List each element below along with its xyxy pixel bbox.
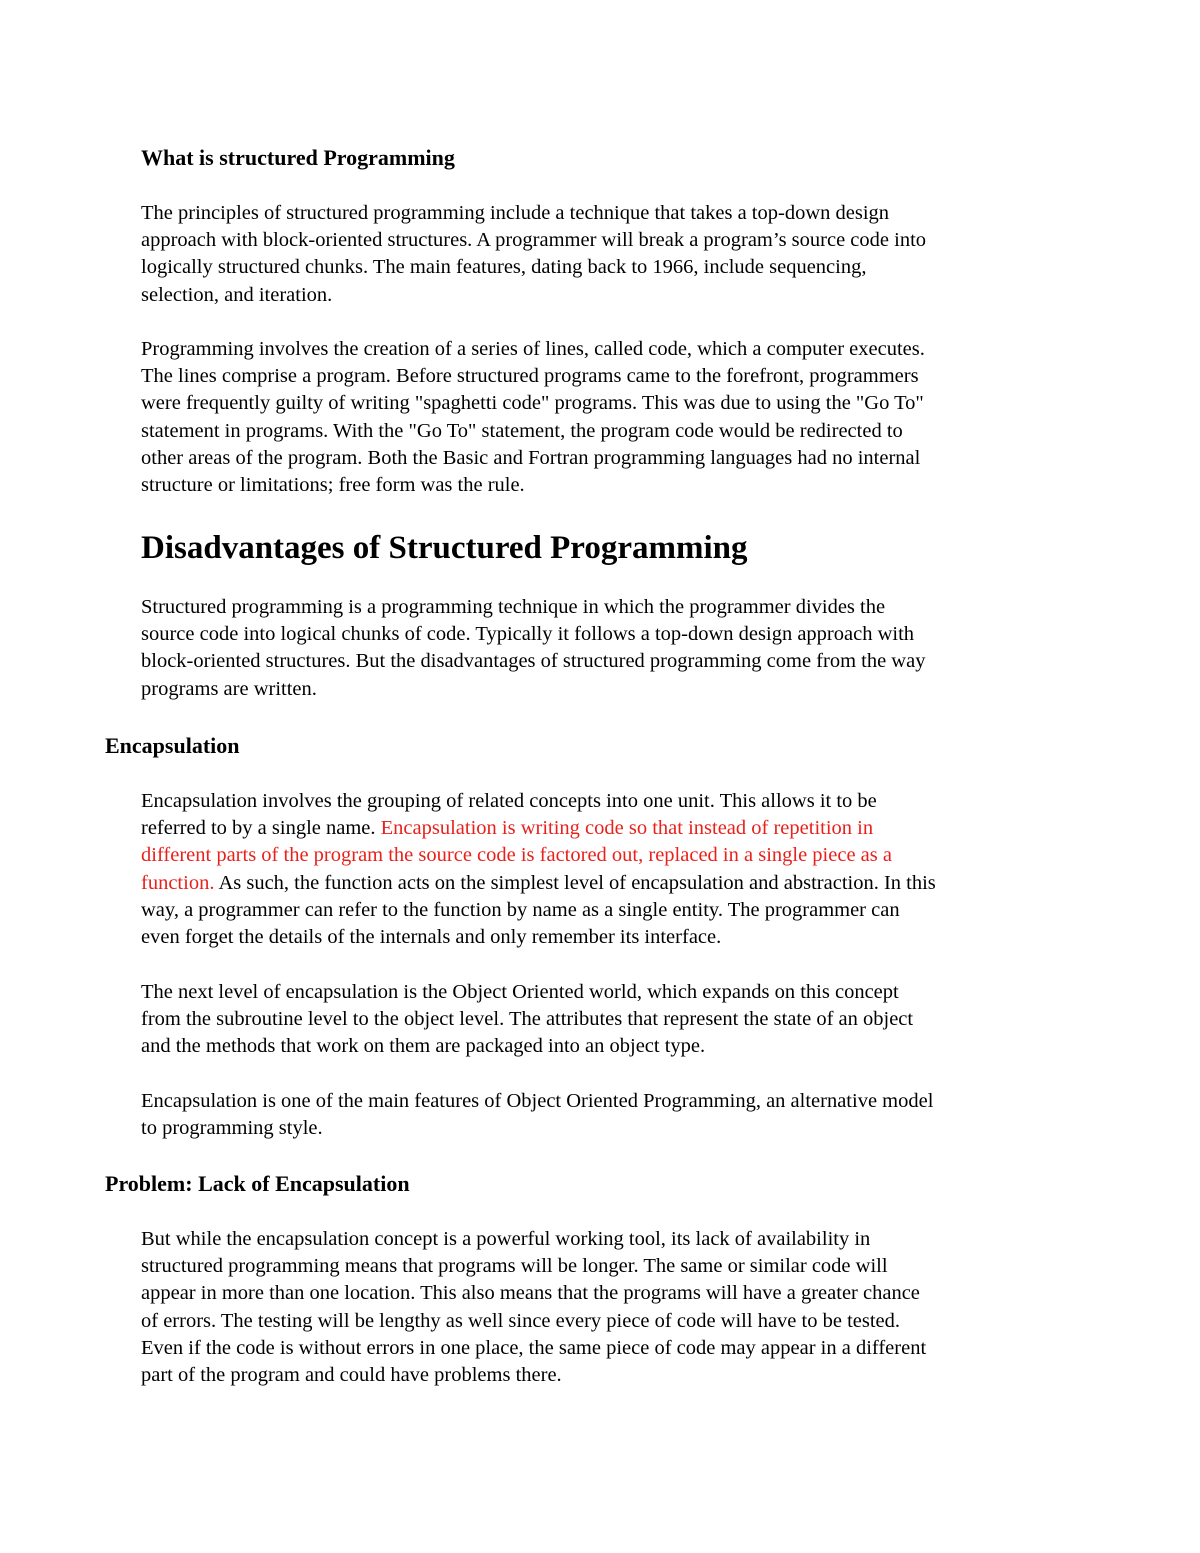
text-line xyxy=(141,815,936,842)
text-line: source code into logical chunks of code. Typically it follows a top-down design approach with xyxy=(141,623,915,646)
paragraph-principles xyxy=(141,200,926,309)
text-line: programs are written. xyxy=(141,677,317,700)
text-line: even forget the details of the internals and only remember its interface. xyxy=(141,926,722,949)
paragraph-lack-of-encapsulation xyxy=(141,1226,926,1389)
heading-lack-of-encapsulation: Problem: Lack of Encapsulation xyxy=(105,1171,410,1196)
highlighted-text: function. xyxy=(141,871,215,894)
highlighted-text-line: different parts of the program the source code is factored out, replaced in a single piece as a xyxy=(141,844,892,867)
text-line: from the subroutine level to the object level. The attributes that represent the state of an object xyxy=(141,1008,914,1031)
text-line: and the methods that work on them are packaged into an object type. xyxy=(141,1035,706,1058)
text-segment: referred to by a single name. xyxy=(141,817,381,840)
text-line: structured programming means that programs will be longer. The same or similar code will xyxy=(141,1255,888,1278)
text-line: The lines comprise a program. Before structured programs came to the forefront, programmers xyxy=(141,365,919,388)
text-line: Programming involves the creation of a series of lines, called code, which a computer executes. xyxy=(141,338,925,360)
text-line: structure or limitations; free form was the rule. xyxy=(141,474,525,497)
text-line: Encapsulation involves the grouping of related concepts into one unit. This allows it to be xyxy=(141,790,877,812)
text-line: The next level of encapsulation is the Object Oriented world, which expands on this concept xyxy=(141,981,899,1003)
text-line: of errors. The testing will be lengthy as well since every piece of code will have to be tested. xyxy=(141,1309,901,1332)
paragraph-programming-involves xyxy=(141,336,925,499)
text-line: Structured programming is a programming technique in which the programmer divides the xyxy=(141,596,886,618)
text-line: approach with block-oriented structures. A programmer will break a program’s source code into xyxy=(141,229,927,252)
text-line: But while the encapsulation concept is a powerful working tool, its lack of availability in xyxy=(141,1228,871,1250)
text-line: Even if the code is without errors in one place, the same piece of code may appear in a different xyxy=(141,1336,927,1359)
text-line: Encapsulation is one of the main features of Object Oriented Programming, an alternative model xyxy=(141,1090,934,1112)
text-line: part of the program and could have problems there. xyxy=(141,1364,562,1387)
text-line: selection, and iteration. xyxy=(141,283,333,306)
text-line: logically structured chunks. The main features, dating back to 1966, include sequencing, xyxy=(141,256,867,279)
text-line: were frequently guilty of writing "spaghetti code" programs. This was due to using the "Go To" xyxy=(141,392,924,415)
text-line xyxy=(141,870,936,897)
text-line: other areas of the program. Both the Basic and Fortran programming languages had no internal xyxy=(141,446,921,469)
text-line: to programming style. xyxy=(141,1117,323,1140)
paragraph-encapsulation-involves xyxy=(141,788,936,951)
text-line: statement in programs. With the "Go To" statement, the program code would be redirected to xyxy=(141,419,903,442)
highlighted-text: Encapsulation is writing code so that instead of repetition in xyxy=(380,817,874,840)
paragraph-next-level xyxy=(141,979,913,1061)
paragraph-oop-feature xyxy=(141,1088,933,1142)
text-line: The principles of structured programming include a technique that takes a top-down design xyxy=(141,202,890,224)
heading-what-is-structured-programming: What is structured Programming xyxy=(141,145,455,170)
text-line: way, a programmer can refer to the function by name as a single entity. The programmer can xyxy=(141,898,900,921)
heading-encapsulation: Encapsulation xyxy=(105,733,240,758)
text-line: block-oriented structures. But the disadvantages of structured programming come from the way xyxy=(141,650,926,673)
text-line: appear in more than one location. This also means that the programs will have a greater chance xyxy=(141,1282,920,1305)
paragraph-structured-technique xyxy=(141,594,925,703)
heading-disadvantages: Disadvantages of Structured Programming xyxy=(141,530,748,566)
text-segment: As such, the function acts on the simplest level of encapsulation and abstraction. In this xyxy=(214,871,936,894)
